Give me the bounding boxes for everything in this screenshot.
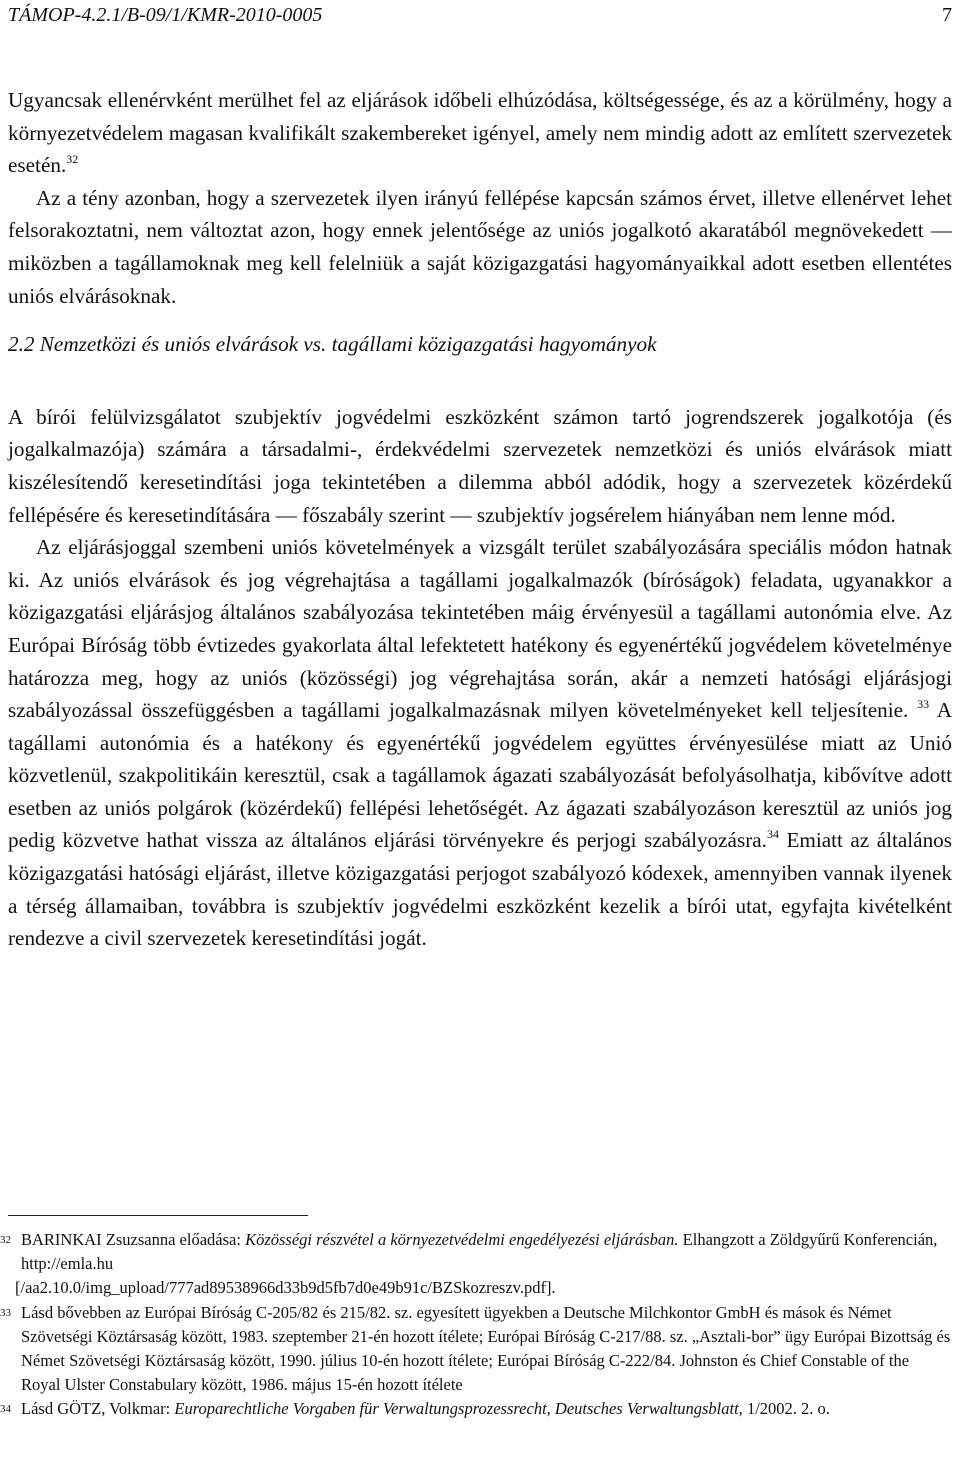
footnote-number: 33	[0, 1306, 11, 1319]
footnote-33-text: Lásd bővebben az Európai Bíróság C-205/82 és 215/82. sz. egyesített ügyekben a Deutsche Milchkontor GmbH és mások és Német Szövetségi Köztársaság között, 1983. szeptember 21-én hozott ítélete; Európai Bíróság C-217/88. sz. „Asztali-bor” ügy Európai Bizottság és Német Szövetségi Köztársaság között, 1990. július 10-én hozott ítélete; Európai Bíróság C-222/84. Johnston és Chief Constable of the Royal Ulster Constabulary között, 1986. május 15-én hozott ítélete	[21, 1302, 951, 1395]
paragraph-2: Az a tény azonban, hogy a szervezetek ilyen irányú fellépése kapcsán számos érvet, illetve ellenérvet lehet felsorakoztatni, nem változtat azon, hogy ennek jelentősége az uniós jogalkotó akaratából megnövekedett — miközben a tagállamoknak meg kell felelniük a saját közigazgatási hagyományaikkal adott esetben ellentétes uniós elvárásoknak.	[8, 185, 952, 308]
footnote-ref-34[interactable]: 34	[766, 827, 779, 842]
footnote-ref-33[interactable]: 33	[917, 697, 930, 712]
page-header	[8, 4, 952, 32]
paragraph-1	[8, 84, 952, 182]
footnote-number: 32	[0, 1234, 11, 1246]
footnote-32	[0, 1228, 952, 1301]
body-text	[8, 84, 952, 955]
footnotes	[0, 1228, 952, 1422]
footnote-34-text-a: Lásd GÖTZ, Volkmar:	[21, 1399, 175, 1419]
footnote-32-url[interactable]: [/aa2.10.0/img_upload/777ad89538966d33b9d5fb7d0e49b91c/BZSkozreszv.pdf].	[15, 1278, 556, 1298]
paragraph-3: A bírói felülvizsgálatot szubjektív jogvédelmi eszközként számon tartó jogrendszerek jogalkotója (és jogalkalmazója) számára a társadalmi-, érdekvédelmi szervezetek nemzetközi és uniós elvárások miatt kiszélesítendő keresetindítási joga tekintetében a dilemma abból adódik, hogy a szervezetek közérdekű fellépésére és keresetindítására — főszabály szerint — szubjektív jogsérelem hiányában nem lenne mód.	[8, 404, 952, 527]
paragraph-4	[8, 531, 952, 955]
footnote-number: 34	[0, 1403, 11, 1416]
footnote-32-title: Közösségi részvétel a környezetvédelmi engedélyezési eljárásban.	[245, 1230, 679, 1249]
paragraph-4-part-a: Az eljárásjoggal szembeni uniós követelmények a vizsgált terület szabályozására speciális módon hatnak ki. Az uniós elvárások és jog végrehajtása a tagállami jogalkalmazók (bíróságok) feladata, ugyanakkor a közigazgatási eljárásjog általános szabályozása tekintetében máig érvényesül a tagállami autonómia elve. Az Európai Bíróság több évtizedes gyakorlata által lefektetett hatékony és egyenértékű jogvédelem követelménye határozza meg, hogy az uniós (közösségi) jog végrehajtása során, akár a nemzeti hatósági eljárásjogi szabályozással összefüggésben a tagállami jogalkalmazásnak milyen követelményeket kell teljesítenie.	[8, 535, 952, 723]
page-number: 7	[942, 4, 952, 26]
footnote-32-text-b: Elhangzott a Zöldgyűrű Konferencián, http://emla.hu	[21, 1230, 938, 1274]
footnote-33	[0, 1301, 952, 1398]
project-code: TÁMOP-4.2.1/B-09/1/KMR-2010-0005	[8, 4, 323, 26]
paragraph-4-part-c: Emiatt az általános közigazgatási hatósági eljárást, illetve közigazgatási perjogot szabályozó kódexek, amennyiben vannak ilyenek a térség államaiban, továbbra is szubjektív jogvédelmi eszközként kezelik a bírói utat, egyfajta kivételként rendezve a civil szervezetek keresetindítási jogát.	[8, 828, 952, 951]
footnote-divider	[8, 1215, 308, 1216]
footnote-34	[0, 1397, 952, 1421]
paragraph-4-part-b: A tagállami autonómia és a hatékony és egyenértékű jogvédelem együttes érvényesülése miatt az Unió közvetlenül, szakpolitikáin keresztül, csak a tagállamok ágazati szabályozását befolyásolhatja, kibővítve adott esetben az uniós polgárok (közérdekű) fellépési lehetőségét. Az ágazati szabályozáson keresztül az uniós jog pedig közvetve hathat vissza az általános eljárási törvényekre és perjogi szabályozásra.	[8, 698, 952, 853]
footnote-ref-32[interactable]: 32	[66, 152, 79, 167]
footnote-34-title: Europarechtliche Vorgaben für Verwaltungsprozessrecht, Deutsches Verwaltungsblatt,	[174, 1399, 743, 1419]
footnote-32-text-a: BARINKAI Zsuzsanna előadása:	[21, 1230, 246, 1249]
section-heading: 2.2 Nemzetközi és uniós elvárások vs. tagállami közigazgatási hagyományok	[8, 332, 657, 357]
footnote-34-text-b: 1/2002. 2. o.	[742, 1399, 830, 1419]
paragraph-1-text: Ugyancsak ellenérvként merülhet fel az eljárások időbeli elhúzódása, költségessége, és az a körülmény, hogy a környezetvédelem magasan kvalifikált szakembereket igényel, amely nem mindig adott az említett szervezetek esetén.	[8, 88, 952, 178]
